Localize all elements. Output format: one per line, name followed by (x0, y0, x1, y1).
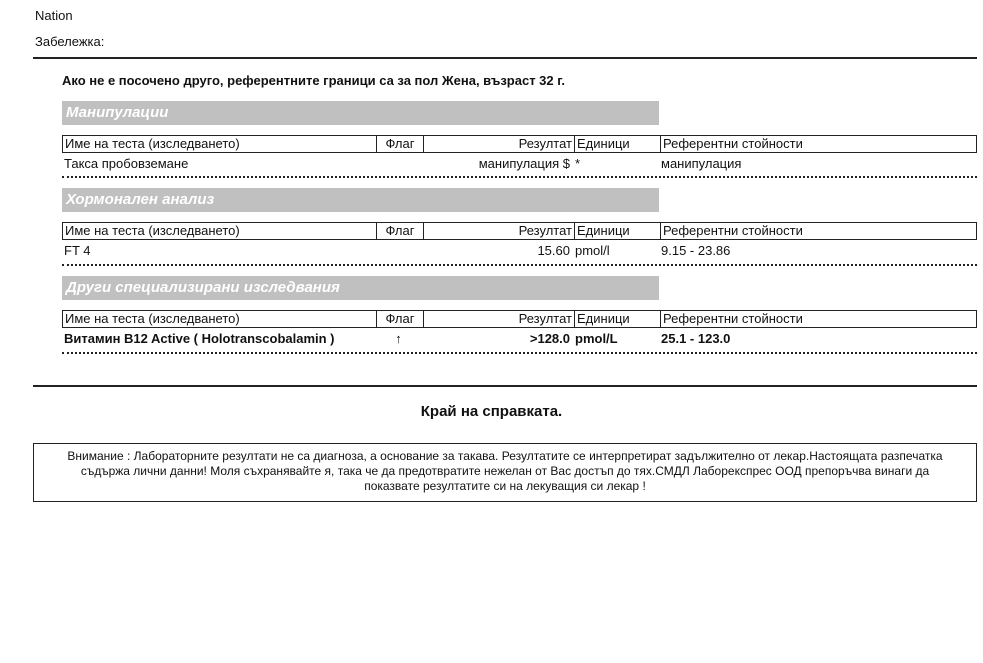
section-title: Хормонален анализ (62, 188, 659, 212)
test-reference: 9.15 - 23.86 (661, 243, 731, 258)
section-title: Други специализирани изследвания (62, 276, 659, 300)
reference-note: Ако не е посочено друго, референтните граници са за пол Жена, възраст 32 г. (62, 73, 565, 88)
col-name: Име на теста (изследването) (65, 136, 240, 151)
table-header (62, 222, 977, 240)
divider (33, 57, 977, 59)
col-flag: Флаг (376, 136, 423, 152)
test-flag (375, 156, 422, 172)
table-row (62, 156, 977, 172)
test-name: Такса пробовземане (64, 156, 189, 171)
test-units: pmol/l (575, 243, 610, 258)
col-result: Резултат (423, 311, 574, 327)
test-result: манипулация $ (478, 156, 570, 171)
flag-high-icon: ↑ (395, 331, 402, 346)
col-name: Име на теста (изследването) (65, 223, 240, 238)
end-title: Край на справката. (420, 403, 563, 420)
col-units: Единици (574, 311, 660, 327)
test-reference: манипулация (661, 156, 742, 171)
section-title: Манипулации (62, 101, 659, 125)
nation-label: Nation (35, 8, 73, 23)
table-row (62, 331, 977, 347)
table-header (62, 310, 977, 328)
table-header (62, 135, 977, 153)
row-separator (62, 176, 977, 178)
test-result: >128.0 (529, 331, 570, 346)
col-result: Резултат (423, 136, 574, 152)
test-units: * (575, 156, 581, 171)
row-separator (62, 264, 977, 266)
col-reference: Референтни стойности (660, 223, 976, 239)
table-row (62, 243, 977, 259)
col-name: Име на теста (изследването) (65, 311, 240, 326)
test-name: FT 4 (64, 243, 91, 258)
note-label: Забележка: (35, 34, 105, 49)
col-reference: Референтни стойности (660, 136, 976, 152)
test-name: Витамин B12 Active ( Holotranscobalamin ) (64, 331, 335, 346)
col-flag: Флаг (376, 311, 423, 327)
divider (33, 385, 977, 387)
col-result: Резултат (423, 223, 574, 239)
col-reference: Референтни стойности (660, 311, 976, 327)
col-flag: Флаг (376, 223, 423, 239)
col-units: Единици (574, 223, 660, 239)
col-units: Единици (574, 136, 660, 152)
test-flag (375, 243, 422, 259)
row-separator (62, 352, 977, 354)
test-reference: 25.1 - 123.0 (661, 331, 731, 346)
test-units: pmol/L (575, 331, 618, 346)
test-result: 15.60 (537, 243, 570, 258)
disclaimer-box: Внимание : Лабораторните резултати не са диагноза, а основание за такава. Резултатите се интерпретират задължително от лекар.Настоящата разпечатка съдържа лични данни! Моля съхранявайте я, така че да предотвратите нежелан от Вас достъп до тях.СМДЛ Лаборекспрес ООД препоръчва винаги да показвате резултатите си на лекуващия си лекар ! (33, 443, 977, 502)
